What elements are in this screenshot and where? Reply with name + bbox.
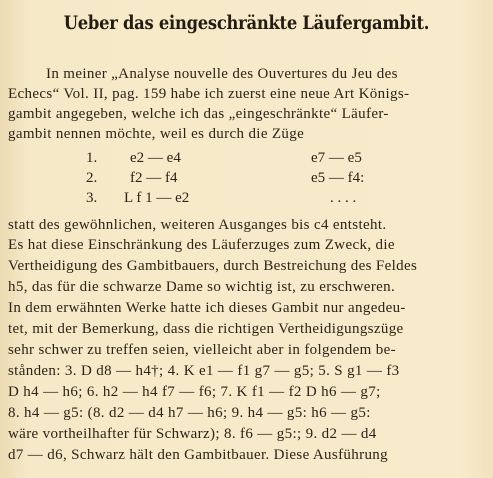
intro-line-4: gambit nennen möchte, weil es durch die Züge: [8, 126, 305, 142]
black-move: e7 — e5: [311, 150, 362, 166]
intro-line-3: gambit angegeben, welche ich das „eingeschränkte“ Läufer-: [8, 106, 389, 122]
white-move: e2 — e4: [130, 150, 181, 166]
body-line-11: wäre vortheilhafter für Schwarz); 8. f6 — g5:; 9. d2 — d4: [8, 426, 377, 442]
body-line-6: tet, mit der Bemerkung, dass die richtigen Vertheidigungszüge: [8, 321, 404, 337]
body-line-10: 8. h4 — g5: (8. d2 — d4 h7 — h6; 9. h4 — g5: h6 — g5:: [8, 405, 371, 421]
body-line-2: Es hat diese Einschränkung des Läuferzuges zum Zweck, die: [8, 237, 395, 253]
intro-line-2: Echecs“ Vol. II, pag. 159 habe ich zuerst eine neue Art Königs-: [8, 86, 410, 102]
white-move: L f 1 — e2: [124, 190, 190, 206]
intro-line-1: In meiner „Analyse nouvelle des Ouvertures du Jeu des: [46, 66, 398, 82]
body-line-5: In dem erwähnten Werke hatte ich dieses Gambit nur angedeu-: [8, 300, 406, 316]
body-line-9: D h4 — h6; 6. h2 — h4 f7 — f6; 7. K f1 — f2 D h6 — g7;: [8, 384, 381, 400]
body-line-1: statt des gewöhnlichen, weiteren Ausganges bis c4 entsteht.: [8, 217, 387, 233]
white-move: f2 — f4: [130, 170, 178, 186]
body-line-8: stånden: 3. D d8 — h4†; 4. K e1 — f1 g7 — g5; 5. S g1 — f3: [8, 363, 400, 379]
move-number: 2.: [86, 170, 98, 186]
body-line-4: h5, das für die schwarze Dame so wichtig ist, zu erschweren.: [8, 279, 396, 295]
article-title: Ueber das eingeschränkte Läufergambit.: [63, 12, 430, 34]
body-line-7: sehr schwer zu treffen seien, vielleicht aber in folgendem be-: [8, 342, 396, 358]
black-move: . . . .: [330, 190, 357, 206]
body-line-12: d7 — d6, Schwarz hält den Gambitbauer. Diese Ausführung: [8, 447, 389, 463]
body-line-3: Vertheidigung des Gambitbauers, durch Bestreichung des Feldes: [8, 258, 418, 274]
opening-moves: [0, 148, 493, 210]
move-number: 3.: [86, 190, 98, 206]
move-number: 1.: [86, 150, 98, 166]
black-move: e5 — f4:: [311, 170, 365, 186]
